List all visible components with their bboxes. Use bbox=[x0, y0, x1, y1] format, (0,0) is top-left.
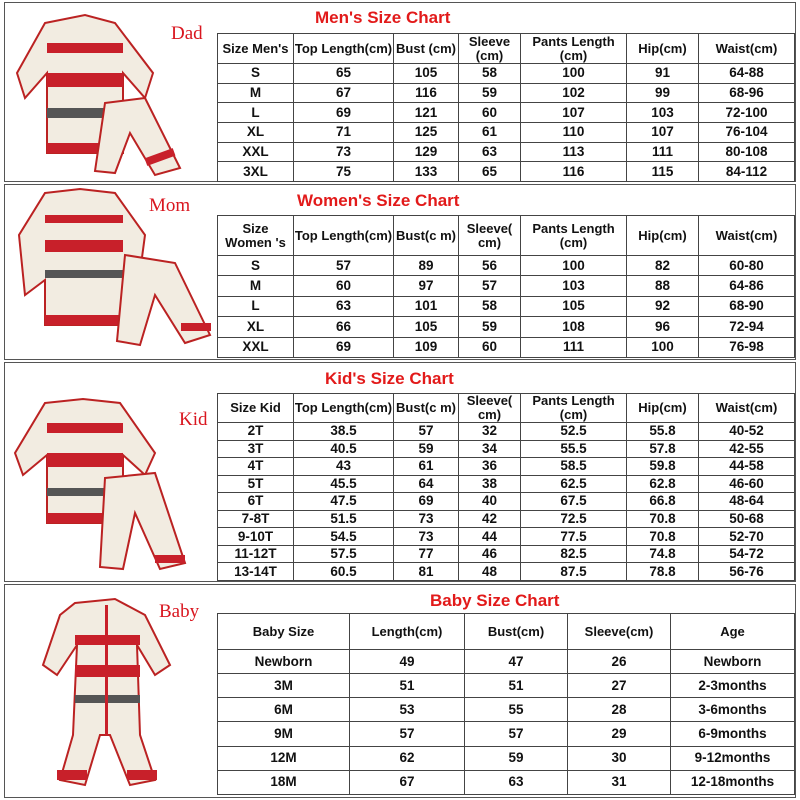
size-cell: L bbox=[218, 296, 294, 316]
women-panel bbox=[4, 184, 796, 360]
baby-chart-title: Baby Size Chart bbox=[430, 591, 560, 610]
value-cell: 63 bbox=[465, 770, 568, 794]
value-cell: 100 bbox=[521, 64, 627, 84]
value-cell: Newborn bbox=[671, 650, 795, 674]
value-cell: 67 bbox=[294, 83, 394, 103]
table-row bbox=[218, 563, 795, 581]
header-cell: Sleeve( cm) bbox=[459, 216, 521, 256]
value-cell: 113 bbox=[521, 142, 627, 162]
header-cell: Hip(cm) bbox=[627, 216, 699, 256]
header-cell: Top Length(cm) bbox=[294, 394, 394, 423]
value-cell: 26 bbox=[568, 650, 671, 674]
header-cell: Waist(cm) bbox=[699, 216, 795, 256]
size-cell: 13-14T bbox=[218, 563, 294, 581]
value-cell: 66 bbox=[294, 317, 394, 337]
value-cell: 64-88 bbox=[699, 64, 795, 84]
women-header-row bbox=[218, 216, 795, 256]
value-cell: 54.5 bbox=[294, 528, 394, 546]
table-row bbox=[218, 674, 795, 698]
value-cell: 57 bbox=[350, 722, 465, 746]
value-cell: 111 bbox=[627, 142, 699, 162]
value-cell: 82 bbox=[627, 256, 699, 276]
header-cell: Sleeve (cm) bbox=[459, 34, 521, 64]
women-pajama-image bbox=[5, 185, 219, 359]
kid-table-body bbox=[218, 423, 795, 581]
value-cell: 121 bbox=[394, 103, 459, 123]
header-cell: Pants Length (cm) bbox=[521, 216, 627, 256]
value-cell: 69 bbox=[294, 103, 394, 123]
table-row bbox=[218, 256, 795, 276]
value-cell: 57 bbox=[294, 256, 394, 276]
table-row bbox=[218, 770, 795, 794]
value-cell: 65 bbox=[459, 162, 521, 182]
value-cell: 68-90 bbox=[699, 296, 795, 316]
value-cell: 60 bbox=[294, 276, 394, 296]
size-cell: 4T bbox=[218, 458, 294, 476]
women-table-body bbox=[218, 256, 795, 358]
men-chart-title: Men's Size Chart bbox=[315, 8, 451, 27]
value-cell: 105 bbox=[394, 317, 459, 337]
value-cell: 42 bbox=[459, 510, 521, 528]
value-cell: 96 bbox=[627, 317, 699, 337]
table-row bbox=[218, 317, 795, 337]
dad-label: Dad bbox=[171, 23, 203, 44]
size-cell: 3M bbox=[218, 674, 350, 698]
value-cell: 55.5 bbox=[521, 440, 627, 458]
value-cell: 109 bbox=[394, 337, 459, 357]
table-row bbox=[218, 746, 795, 770]
header-cell: Top Length(cm) bbox=[294, 34, 394, 64]
size-cell: Newborn bbox=[218, 650, 350, 674]
value-cell: 69 bbox=[294, 337, 394, 357]
header-cell: Sleeve(cm) bbox=[568, 614, 671, 650]
value-cell: 51 bbox=[465, 674, 568, 698]
value-cell: 61 bbox=[394, 458, 459, 476]
header-cell: Bust(c m) bbox=[394, 394, 459, 423]
baby-table-body bbox=[218, 650, 795, 795]
table-row bbox=[218, 650, 795, 674]
table-row bbox=[218, 162, 795, 182]
header-cell: Sleeve( cm) bbox=[459, 394, 521, 423]
value-cell: 52-70 bbox=[699, 528, 795, 546]
value-cell: 73 bbox=[394, 528, 459, 546]
value-cell: 105 bbox=[394, 64, 459, 84]
value-cell: 57 bbox=[459, 276, 521, 296]
value-cell: 34 bbox=[459, 440, 521, 458]
table-row bbox=[218, 142, 795, 162]
value-cell: 56 bbox=[459, 256, 521, 276]
value-cell: 62.5 bbox=[521, 475, 627, 493]
value-cell: 88 bbox=[627, 276, 699, 296]
value-cell: 59 bbox=[394, 440, 459, 458]
value-cell: 102 bbox=[521, 83, 627, 103]
value-cell: 51 bbox=[350, 674, 465, 698]
value-cell: 38 bbox=[459, 475, 521, 493]
header-cell: Waist(cm) bbox=[699, 34, 795, 64]
table-row bbox=[218, 103, 795, 123]
value-cell: 36 bbox=[459, 458, 521, 476]
value-cell: 75 bbox=[294, 162, 394, 182]
kid-chart-title: Kid's Size Chart bbox=[325, 369, 454, 388]
size-cell: 9M bbox=[218, 722, 350, 746]
value-cell: 44 bbox=[459, 528, 521, 546]
kid-panel bbox=[4, 362, 796, 582]
value-cell: 12-18months bbox=[671, 770, 795, 794]
header-cell: Hip(cm) bbox=[627, 34, 699, 64]
size-cell: M bbox=[218, 83, 294, 103]
value-cell: 91 bbox=[627, 64, 699, 84]
value-cell: 57 bbox=[394, 423, 459, 441]
header-cell: Bust (cm) bbox=[394, 34, 459, 64]
value-cell: 46 bbox=[459, 545, 521, 563]
value-cell: 27 bbox=[568, 674, 671, 698]
value-cell: 47.5 bbox=[294, 493, 394, 511]
women-chart-title: Women's Size Chart bbox=[297, 191, 460, 210]
value-cell: 28 bbox=[568, 698, 671, 722]
header-cell: Size Kid bbox=[218, 394, 294, 423]
mom-label: Mom bbox=[149, 195, 191, 216]
table-row bbox=[218, 493, 795, 511]
value-cell: 52.5 bbox=[521, 423, 627, 441]
header-cell: Size Men's bbox=[218, 34, 294, 64]
kid-header-row bbox=[218, 394, 795, 423]
kid-pajama-image bbox=[5, 363, 219, 581]
header-cell: Top Length(cm) bbox=[294, 216, 394, 256]
table-row bbox=[218, 296, 795, 316]
value-cell: 58 bbox=[459, 64, 521, 84]
value-cell: 68-96 bbox=[699, 83, 795, 103]
value-cell: 72.5 bbox=[521, 510, 627, 528]
men-table-body bbox=[218, 64, 795, 182]
table-row bbox=[218, 458, 795, 476]
value-cell: 44-58 bbox=[699, 458, 795, 476]
value-cell: 129 bbox=[394, 142, 459, 162]
value-cell: 116 bbox=[394, 83, 459, 103]
value-cell: 49 bbox=[350, 650, 465, 674]
value-cell: 103 bbox=[627, 103, 699, 123]
value-cell: 107 bbox=[627, 122, 699, 142]
value-cell: 60 bbox=[459, 103, 521, 123]
header-cell: Pants Length (cm) bbox=[521, 394, 627, 423]
size-cell: XL bbox=[218, 317, 294, 337]
baby-label: Baby bbox=[159, 601, 200, 622]
value-cell: 133 bbox=[394, 162, 459, 182]
value-cell: 3-6months bbox=[671, 698, 795, 722]
women-size-table bbox=[217, 215, 795, 358]
baby-panel bbox=[4, 584, 796, 798]
men-pajama-image bbox=[5, 3, 219, 181]
value-cell: 31 bbox=[568, 770, 671, 794]
size-cell: 5T bbox=[218, 475, 294, 493]
size-cell: S bbox=[218, 64, 294, 84]
value-cell: 59 bbox=[465, 746, 568, 770]
size-cell: 12M bbox=[218, 746, 350, 770]
value-cell: 72-100 bbox=[699, 103, 795, 123]
header-cell: Size Women 's bbox=[218, 216, 294, 256]
value-cell: 60.5 bbox=[294, 563, 394, 581]
value-cell: 100 bbox=[521, 256, 627, 276]
value-cell: 63 bbox=[294, 296, 394, 316]
value-cell: 87.5 bbox=[521, 563, 627, 581]
table-row bbox=[218, 337, 795, 357]
value-cell: 67 bbox=[350, 770, 465, 794]
value-cell: 74.8 bbox=[627, 545, 699, 563]
value-cell: 46-60 bbox=[699, 475, 795, 493]
value-cell: 57.5 bbox=[294, 545, 394, 563]
kid-label: Kid bbox=[179, 409, 208, 430]
value-cell: 32 bbox=[459, 423, 521, 441]
value-cell: 53 bbox=[350, 698, 465, 722]
value-cell: 70.8 bbox=[627, 510, 699, 528]
value-cell: 116 bbox=[521, 162, 627, 182]
value-cell: 78.8 bbox=[627, 563, 699, 581]
value-cell: 105 bbox=[521, 296, 627, 316]
value-cell: 30 bbox=[568, 746, 671, 770]
value-cell: 48-64 bbox=[699, 493, 795, 511]
value-cell: 73 bbox=[294, 142, 394, 162]
table-row bbox=[218, 122, 795, 142]
value-cell: 97 bbox=[394, 276, 459, 296]
value-cell: 125 bbox=[394, 122, 459, 142]
value-cell: 99 bbox=[627, 83, 699, 103]
header-cell: Baby Size bbox=[218, 614, 350, 650]
size-cell: 18M bbox=[218, 770, 350, 794]
table-row bbox=[218, 83, 795, 103]
kid-pajama-illustration bbox=[5, 363, 219, 581]
value-cell: 38.5 bbox=[294, 423, 394, 441]
value-cell: 108 bbox=[521, 317, 627, 337]
value-cell: 76-98 bbox=[699, 337, 795, 357]
header-cell: Pants Length (cm) bbox=[521, 34, 627, 64]
value-cell: 70.8 bbox=[627, 528, 699, 546]
value-cell: 59 bbox=[459, 317, 521, 337]
value-cell: 64 bbox=[394, 475, 459, 493]
value-cell: 60-80 bbox=[699, 256, 795, 276]
value-cell: 66.8 bbox=[627, 493, 699, 511]
header-cell: Bust(c m) bbox=[394, 216, 459, 256]
size-cell: XL bbox=[218, 122, 294, 142]
baby-header-row bbox=[218, 614, 795, 650]
size-cell: 3T bbox=[218, 440, 294, 458]
table-row bbox=[218, 528, 795, 546]
header-cell: Age bbox=[671, 614, 795, 650]
value-cell: 50-68 bbox=[699, 510, 795, 528]
value-cell: 72-94 bbox=[699, 317, 795, 337]
header-cell: Hip(cm) bbox=[627, 394, 699, 423]
baby-size-table bbox=[217, 613, 795, 795]
value-cell: 100 bbox=[627, 337, 699, 357]
value-cell: 40.5 bbox=[294, 440, 394, 458]
size-cell: S bbox=[218, 256, 294, 276]
value-cell: 6-9months bbox=[671, 722, 795, 746]
size-cell: 6T bbox=[218, 493, 294, 511]
value-cell: 51.5 bbox=[294, 510, 394, 528]
value-cell: 107 bbox=[521, 103, 627, 123]
value-cell: 57.8 bbox=[627, 440, 699, 458]
value-cell: 55.8 bbox=[627, 423, 699, 441]
value-cell: 58 bbox=[459, 296, 521, 316]
value-cell: 55 bbox=[465, 698, 568, 722]
table-row bbox=[218, 510, 795, 528]
size-cell: 11-12T bbox=[218, 545, 294, 563]
value-cell: 9-12months bbox=[671, 746, 795, 770]
value-cell: 76-104 bbox=[699, 122, 795, 142]
value-cell: 63 bbox=[459, 142, 521, 162]
men-pajama-pants bbox=[95, 98, 180, 175]
value-cell: 43 bbox=[294, 458, 394, 476]
kid-pajama-pants bbox=[100, 473, 185, 569]
value-cell: 62.8 bbox=[627, 475, 699, 493]
table-row bbox=[218, 698, 795, 722]
value-cell: 89 bbox=[394, 256, 459, 276]
value-cell: 62 bbox=[350, 746, 465, 770]
size-cell: M bbox=[218, 276, 294, 296]
value-cell: 77 bbox=[394, 545, 459, 563]
table-row bbox=[218, 440, 795, 458]
baby-romper-image bbox=[5, 585, 219, 797]
value-cell: 111 bbox=[521, 337, 627, 357]
women-pajama-pants bbox=[117, 255, 211, 345]
size-cell: L bbox=[218, 103, 294, 123]
value-cell: 54-72 bbox=[699, 545, 795, 563]
value-cell: 77.5 bbox=[521, 528, 627, 546]
value-cell: 42-55 bbox=[699, 440, 795, 458]
value-cell: 58.5 bbox=[521, 458, 627, 476]
value-cell: 71 bbox=[294, 122, 394, 142]
value-cell: 59.8 bbox=[627, 458, 699, 476]
men-header-row bbox=[218, 34, 795, 64]
table-row bbox=[218, 276, 795, 296]
value-cell: 65 bbox=[294, 64, 394, 84]
size-cell: 9-10T bbox=[218, 528, 294, 546]
men-size-table bbox=[217, 33, 795, 182]
size-cell: XXL bbox=[218, 337, 294, 357]
value-cell: 47 bbox=[465, 650, 568, 674]
value-cell: 29 bbox=[568, 722, 671, 746]
baby-romper bbox=[43, 599, 170, 785]
value-cell: 81 bbox=[394, 563, 459, 581]
value-cell: 69 bbox=[394, 493, 459, 511]
table-row bbox=[218, 545, 795, 563]
value-cell: 40 bbox=[459, 493, 521, 511]
value-cell: 40-52 bbox=[699, 423, 795, 441]
kid-size-table bbox=[217, 393, 795, 581]
value-cell: 59 bbox=[459, 83, 521, 103]
value-cell: 57 bbox=[465, 722, 568, 746]
value-cell: 60 bbox=[459, 337, 521, 357]
header-cell: Bust(cm) bbox=[465, 614, 568, 650]
size-cell: 6M bbox=[218, 698, 350, 722]
value-cell: 67.5 bbox=[521, 493, 627, 511]
value-cell: 101 bbox=[394, 296, 459, 316]
table-row bbox=[218, 64, 795, 84]
size-cell: 7-8T bbox=[218, 510, 294, 528]
value-cell: 84-112 bbox=[699, 162, 795, 182]
table-row bbox=[218, 475, 795, 493]
size-cell: 2T bbox=[218, 423, 294, 441]
value-cell: 61 bbox=[459, 122, 521, 142]
value-cell: 92 bbox=[627, 296, 699, 316]
size-cell: XXL bbox=[218, 142, 294, 162]
value-cell: 56-76 bbox=[699, 563, 795, 581]
men-panel bbox=[4, 2, 796, 182]
table-row bbox=[218, 722, 795, 746]
value-cell: 73 bbox=[394, 510, 459, 528]
value-cell: 2-3months bbox=[671, 674, 795, 698]
header-cell: Waist(cm) bbox=[699, 394, 795, 423]
value-cell: 80-108 bbox=[699, 142, 795, 162]
value-cell: 64-86 bbox=[699, 276, 795, 296]
size-cell: 3XL bbox=[218, 162, 294, 182]
value-cell: 45.5 bbox=[294, 475, 394, 493]
value-cell: 115 bbox=[627, 162, 699, 182]
value-cell: 110 bbox=[521, 122, 627, 142]
value-cell: 103 bbox=[521, 276, 627, 296]
header-cell: Length(cm) bbox=[350, 614, 465, 650]
table-row bbox=[218, 423, 795, 441]
value-cell: 48 bbox=[459, 563, 521, 581]
value-cell: 82.5 bbox=[521, 545, 627, 563]
